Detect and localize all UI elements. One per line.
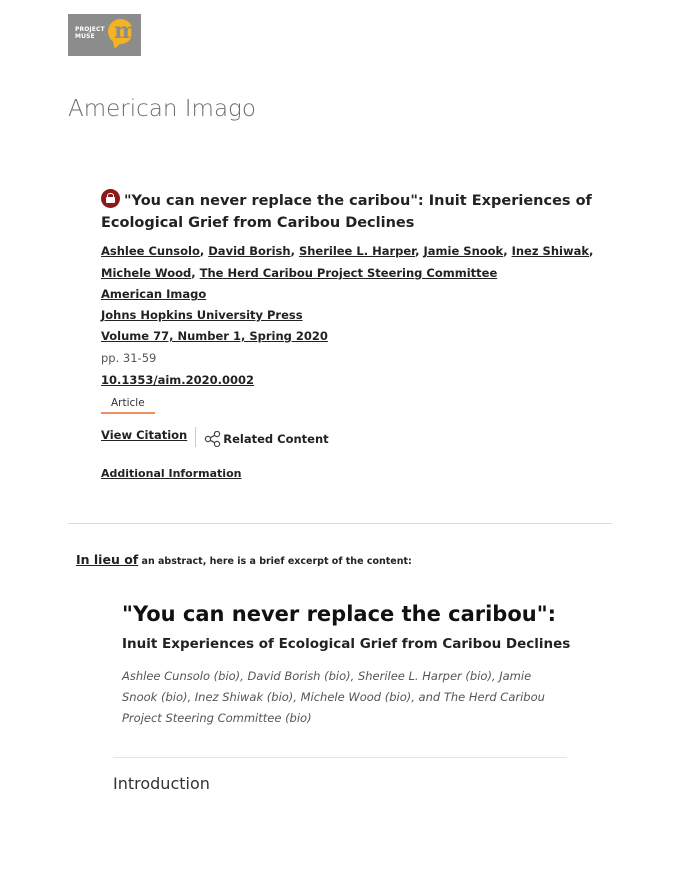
lock-icon (101, 189, 120, 208)
author-separator: , (415, 244, 424, 258)
article-actions (101, 427, 601, 447)
additional-information-link[interactable]: Additional Information (101, 467, 242, 480)
excerpt-divider (113, 757, 567, 758)
article-authors (101, 240, 601, 284)
author-link[interactable]: David Borish (208, 244, 291, 258)
related-content-button[interactable] (204, 431, 328, 447)
journal-title: American Imago (68, 96, 256, 122)
author-link[interactable]: The Herd Caribou Project Steering Committee (199, 266, 498, 280)
author-link[interactable]: Jamie Snook (423, 244, 504, 258)
in-lieu-link[interactable]: In lieu of (76, 552, 139, 567)
article-title-row (101, 189, 601, 234)
author-separator: , (588, 244, 594, 258)
journal-link[interactable]: American Imago (101, 287, 207, 301)
excerpt-title: "You can never replace the caribou": (122, 602, 557, 626)
logo-line-2: MUSE (75, 33, 95, 40)
author-link[interactable]: Ashlee Cunsolo (101, 244, 200, 258)
issue-link[interactable]: Volume 77, Number 1, Spring 2020 (101, 329, 328, 343)
excerpt-lead-text: an abstract, here is a brief excerpt of the content: (138, 556, 412, 567)
project-muse-logo[interactable] (68, 14, 141, 56)
article-type-badge: Article (101, 397, 155, 414)
author-separator: , (191, 266, 200, 280)
author-separator: , (199, 244, 209, 258)
logo-badge-icon (108, 18, 138, 44)
excerpt-subtitle: Inuit Experiences of Ecological Grief from Caribou Declines (122, 636, 571, 652)
author-link[interactable]: Inez Shiwak (511, 244, 589, 258)
article-summary (101, 189, 601, 480)
doi-link[interactable]: 10.1353/aim.2020.0002 (101, 373, 255, 387)
section-divider (68, 523, 612, 524)
excerpt-lead (76, 549, 412, 568)
article-title: "You can never replace the caribou": Inuit Experiences of Ecological Grief from Caribou Declines (101, 193, 592, 231)
logo-letter: m (114, 18, 138, 44)
author-separator: , (290, 244, 299, 258)
excerpt-authors: Ashlee Cunsolo (bio), David Borish (bio), Sherilee L. Harper (bio), Jamie Snook (bio), Inez Shiwak (bio), Michele Wood (bio), and The Herd Caribou Project Steering Committee (bio) (122, 669, 545, 725)
section-heading-introduction: Introduction (113, 774, 210, 793)
page-range: pp. 31-59 (101, 351, 157, 365)
publisher-link[interactable]: Johns Hopkins University Press (101, 308, 303, 322)
share-icon (204, 431, 221, 447)
view-citation-link[interactable]: View Citation (101, 427, 196, 447)
related-content-label: Related Content (223, 432, 329, 446)
author-link[interactable]: Sherilee L. Harper (298, 244, 416, 258)
author-separator: , (503, 244, 512, 258)
logo-text (75, 26, 105, 40)
author-link[interactable]: Michele Wood (101, 266, 192, 280)
logo-line-1: PROJECT (75, 26, 105, 33)
